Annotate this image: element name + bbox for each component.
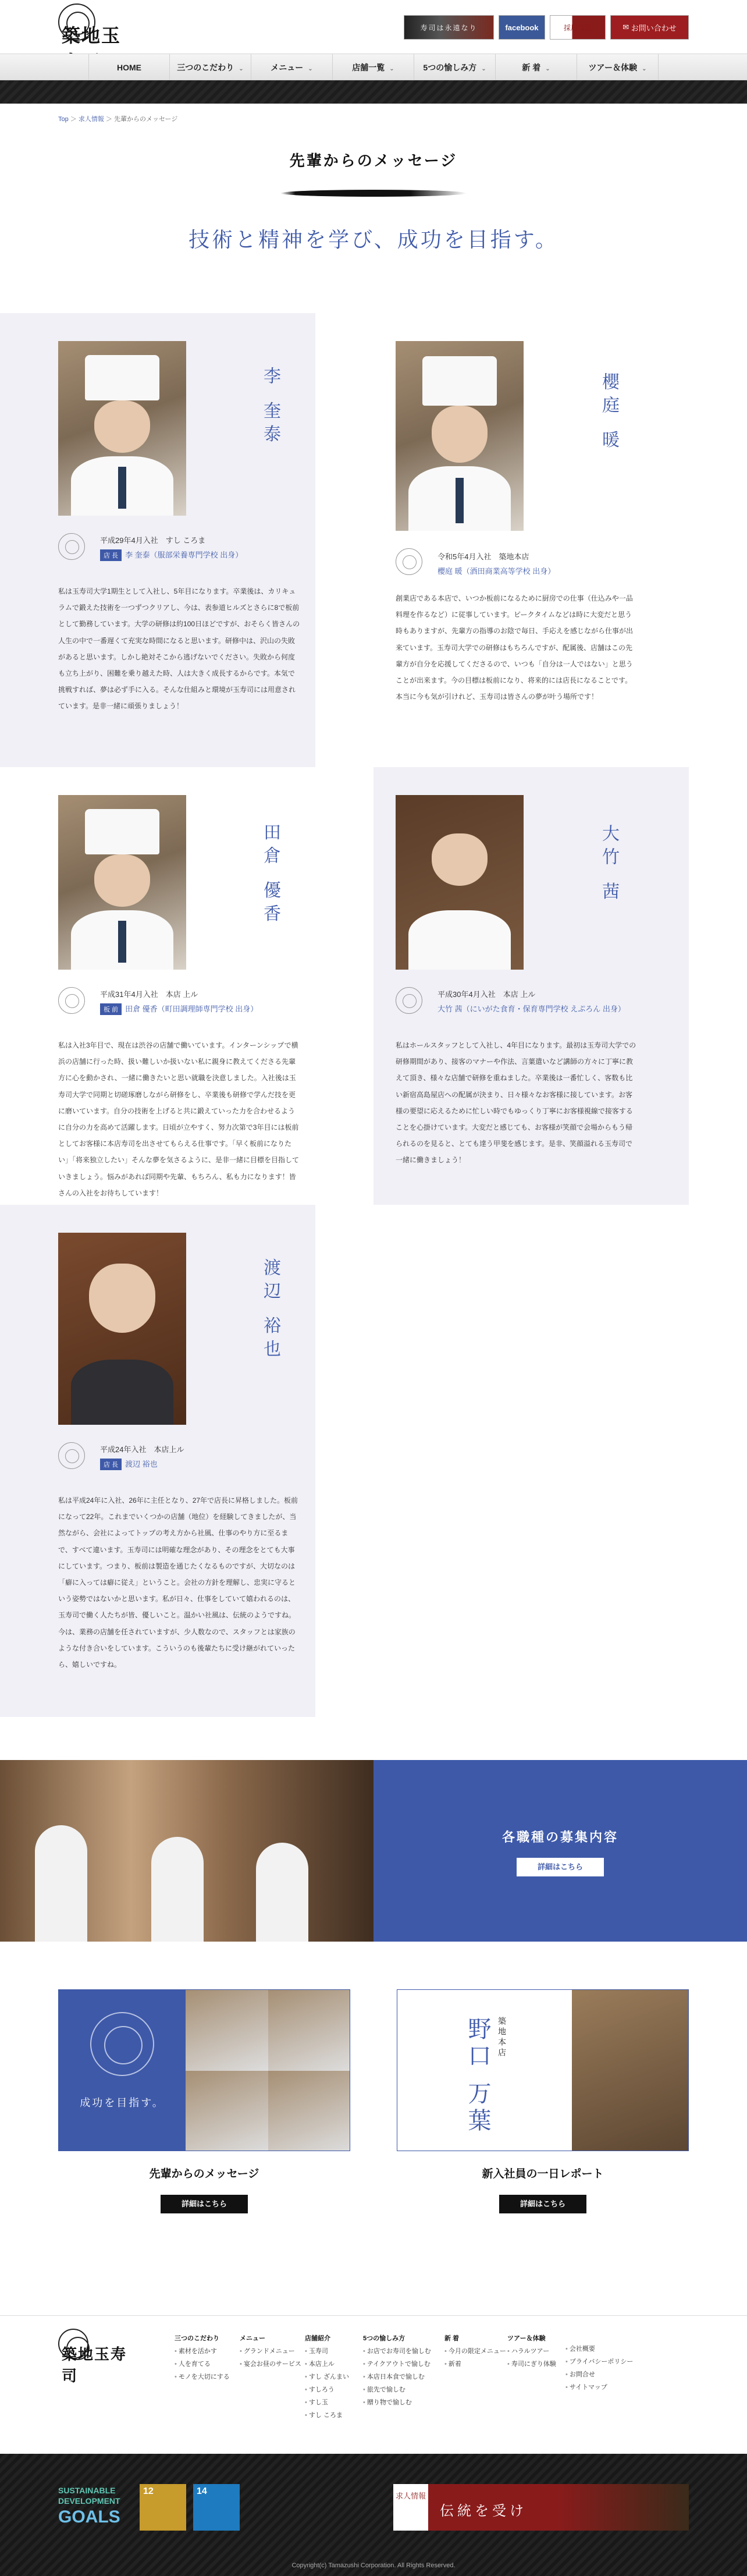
- nav-item-stores[interactable]: [333, 54, 414, 80]
- page-lead: 技術と精神を学び、成功を目指す。: [188, 228, 559, 252]
- sdg-title: SUSTAINABLE DEVELOPMENT: [58, 2486, 120, 2506]
- sdg-12-icon: [140, 2484, 186, 2531]
- chevron-down-icon: ⌄: [545, 66, 550, 72]
- emblem-icon: [90, 2012, 154, 2076]
- emblem-icon: [396, 987, 422, 1014]
- footer-col-head[interactable]: 三つのこだわり: [175, 2335, 219, 2342]
- nav-item-news[interactable]: [496, 54, 577, 80]
- nav-label: 三つのこだわり: [177, 63, 234, 72]
- footer-link[interactable]: • 人を育てる: [175, 2358, 230, 2371]
- footer-link[interactable]: • 本店上ル: [305, 2358, 349, 2371]
- footer-link[interactable]: • 旅先で愉しむ: [363, 2383, 431, 2396]
- footer-link[interactable]: • グランドメニュー: [240, 2345, 301, 2358]
- footer-link[interactable]: • 会社概要: [565, 2343, 633, 2355]
- brush-stroke-divider: [280, 190, 467, 197]
- join-info: 平成24年入社 本店上ル: [100, 1445, 184, 1454]
- sdg-number: 12: [143, 2486, 154, 2496]
- footer-link[interactable]: • お店でお寿司を愉しむ: [363, 2345, 431, 2358]
- recruit-detail-button[interactable]: 詳細はこちら: [517, 1858, 604, 1876]
- link-card-subtitle: 築地本店: [497, 2017, 507, 2059]
- staff-photo: [58, 795, 186, 970]
- footer-link[interactable]: • テイクアウトで愉しむ: [363, 2358, 431, 2371]
- contact-label: お問い合わせ: [631, 23, 677, 33]
- logo-text: 築地玉: [62, 24, 122, 47]
- footer-col: [444, 2332, 506, 2371]
- staff-photo: [58, 1233, 186, 1425]
- join-info: 平成31年4月入社 本店 上ル: [100, 990, 198, 999]
- banner-text: 伝統を受け: [440, 2503, 527, 2519]
- chevron-down-icon: ⌄: [308, 66, 313, 72]
- message-body: 私は玉寿司大学1期生として入社し、5年目になります。卒業後は、カリキュラムで鍛えた技術を一つずつクリアし、今は、表参道ヒルズとさらに8で板前として勤務しています。大学の研修は約100日ほどですが、おそらく皆さんの人生の中で一番遅くて充実な時間になると思います。研修中は、沢山の失敗があると思います。しかし絶対そこから逃げないでください。失敗から何度も立ち上がり、困難を乗り越えた時、人は大きく成長するからです。本気で挑戦すれば、夢は必ず手に入る。そんな仕組みと環境が玉寿司には用意されています。是非一緒に頑張りましょう！: [58, 587, 300, 711]
- wave-pattern-divider: [0, 80, 747, 104]
- footer-link[interactable]: • 宴会お昼のサービス: [240, 2358, 301, 2371]
- emblem-icon: [58, 1442, 85, 1469]
- emblem-icon: [58, 533, 85, 560]
- footer-link[interactable]: • すしろう: [305, 2383, 349, 2396]
- join-info: 平成29年4月入社 すし ころま: [100, 536, 206, 545]
- staff-photo: [396, 341, 524, 531]
- footer-link[interactable]: • お問合せ: [565, 2368, 633, 2381]
- sdg-number: 14: [197, 2486, 207, 2496]
- footer-link[interactable]: • 贈り物で愉しむ: [363, 2396, 431, 2409]
- footer-col: [240, 2332, 301, 2371]
- role-badge: 店 長: [100, 1459, 122, 1470]
- message-card: [374, 767, 689, 1205]
- staff-name-vertical: 李 奎泰: [260, 367, 280, 448]
- breadcrumb: Top ＞ 求人情報 ＞ 先輩からのメッセージ: [58, 116, 178, 123]
- nav-item-tour[interactable]: [577, 54, 659, 80]
- footer-bottom: [0, 2454, 747, 2576]
- nav-item-menu[interactable]: [251, 54, 333, 80]
- staff-name: 田倉 優香（町田調理師専門学校 出身）: [125, 1005, 258, 1013]
- staff-photo: [396, 795, 524, 970]
- staff-meta: [100, 534, 298, 561]
- link-card-title: 先輩からのメッセージ: [149, 2168, 259, 2180]
- message-card: [0, 1205, 315, 1717]
- staff-name: 大竹 茜（にいがた食育・保育専門学校 えぷろん 出身）: [437, 1005, 625, 1013]
- staff-name-vertical: 櫻庭 暖: [599, 372, 619, 454]
- nav-item-home[interactable]: [88, 54, 170, 80]
- nav-label: ツアー＆体験: [588, 63, 638, 72]
- footer-col-head[interactable]: 5つの愉しみ方: [363, 2335, 405, 2342]
- staff-name-vertical: 大竹 茜: [599, 824, 619, 906]
- breadcrumb-home[interactable]: Top: [58, 116, 69, 123]
- link-card-caption: 成功を目指す。: [80, 2097, 165, 2109]
- nav-label: 店舗一覧: [352, 63, 385, 72]
- join-info: 平成30年4月入社 本店 上ル: [437, 990, 536, 999]
- footer-link[interactable]: • 寿司にぎり体験: [507, 2358, 556, 2371]
- recruit-title: 各職種の募集内容: [501, 1830, 618, 1844]
- message-card: [0, 767, 315, 1205]
- link-card-image: [58, 1989, 350, 2151]
- staff-photo: [58, 341, 186, 516]
- nav-label: 新 着: [522, 63, 541, 72]
- link-card-image: [397, 1989, 689, 2151]
- footer-link[interactable]: • すし ざんまい: [305, 2371, 349, 2383]
- footer-link[interactable]: • ハラルツアー: [507, 2345, 556, 2358]
- chevron-down-icon: ⌄: [389, 66, 394, 72]
- banner-sushi[interactable]: 寿司は永遠なり: [404, 15, 494, 40]
- staff-meta: [100, 988, 310, 1015]
- facebook-link[interactable]: facebook: [499, 15, 545, 40]
- header: [0, 0, 747, 54]
- staff-name-vertical: 田倉 優香: [260, 823, 280, 928]
- footer-col-head[interactable]: ツアー＆体験: [507, 2335, 546, 2342]
- message-body: 私は平成24年に入社、26年に主任となり、27年で店長に昇格しました。板前になって22年。これまでいくつかの店舗（地位）を経験してきましたが、当然ながら、会社によってトップの考え方から社風、仕事のやり方に至るまで、すべて違います。玉寿司には明確な理念があり、その理念をとても大事にしています。つまり、板前は製造を通じたくなるものですが、大切なのは「癖に入っては癖に従え」ということ。会社の方針を理解し、忠実に守るという姿勢ではないかと思います。私が日々、仕事をしていて嬉われるのは、玉寿司で働く人たちが皆、優しいこと。温かい社風は、伝統のようですね。今は、業務の店舗を任されていますが、少人数なので、スタッフとは家族のような付き合いをしています。こういうのも後輩たちに受け継がれていったら、嬉しいですね。: [58, 1496, 298, 1669]
- emblem-icon: [396, 548, 422, 575]
- link-card-button[interactable]: 詳細はこちら: [499, 2195, 586, 2213]
- footer-recruit-banner[interactable]: [393, 2484, 689, 2531]
- staff-meta: [100, 1443, 298, 1470]
- staff-name: 渡辺 裕也: [125, 1460, 158, 1468]
- footer-link[interactable]: • 新着: [444, 2358, 506, 2371]
- footer-logo[interactable]: [58, 2329, 140, 2385]
- footer-link[interactable]: • 素材を活かす: [175, 2345, 230, 2358]
- footer-col: [175, 2332, 230, 2383]
- recruit-photo: [0, 1760, 374, 1942]
- chevron-down-icon: ⌄: [239, 66, 244, 72]
- link-card-report[interactable]: [397, 1989, 689, 2213]
- recruit-section: [0, 1760, 747, 1942]
- link-card-button[interactable]: 詳細はこちら: [161, 2195, 248, 2213]
- join-info: 令和5年4月入社 築地本店: [437, 552, 529, 561]
- nav-label: メニュー: [271, 63, 304, 72]
- footer-col: [363, 2332, 431, 2409]
- page-title: 先輩からのメッセージ: [289, 152, 458, 169]
- emblem-icon: [58, 987, 85, 1014]
- header-links: [404, 15, 689, 40]
- main-nav: [0, 54, 747, 80]
- chevron-down-icon: ⌄: [642, 66, 647, 72]
- message-card: [0, 313, 315, 767]
- footer-link[interactable]: • すし ころま: [305, 2409, 349, 2422]
- footer-col: [305, 2332, 349, 2422]
- staff-name: 李 奎泰（服部栄養専門学校 出身）: [125, 551, 243, 559]
- nav-item-kodawari[interactable]: [170, 54, 251, 80]
- recruit-panel: [374, 1760, 747, 1942]
- site-logo[interactable]: [58, 3, 137, 48]
- link-card-messages[interactable]: [58, 1989, 350, 2213]
- copyright: Copyright(c) Tamazushi Corporation. All Rights Reserved.: [291, 2562, 456, 2569]
- chevron-down-icon: ⌄: [481, 66, 486, 72]
- message-body: 私はホールスタッフとして入社し、4年目になります。最初は玉寿司大学での研修期間があり、接客のマナーや作法、言葉遣いなど講師の方々に丁寧に教えて頂き、様々な店舗で研修を重ねました。卒業後は一番忙しく、客数も比い新宿高島屋店への配属が決まり、日々様々なお客様に接しています。お客様の要望に応えるために忙しい時でもゆっくり丁寧にお客様視線で接客することを心掛けています。大変だと感じても、お客様が笑顔で会場からもう帰られるのを見ると、とても達う甲斐を感じます。是非、笑顔溢れる玉寿司で一緒に働きましょう！: [396, 1041, 636, 1165]
- message-body: 創業店である本店で、いつか板前になるために厨房での仕事（仕込みや一品料理を作るなど）に従事しています。ピークタイムなどは時に大変だと思う時もありますが、先輩方の指導のお陰で毎日、手応えを感じながら仕事が出来ています。玉寿司大学での研修はもちろんですが、配属後、店舗はこの先輩方が自分を応援してくださるので、いつも「自分は一人ではない」と思うことが出来ます。今の目標は板前になり、将来的には店長になることです。本当に今も気が引けれど、玉寿司は皆さんの夢が叶う場所です！: [396, 594, 634, 701]
- footer: [0, 2315, 747, 2454]
- footer-col: [507, 2332, 556, 2371]
- footer-link[interactable]: • サイトマップ: [565, 2381, 633, 2394]
- role-badge: 板 前: [100, 1003, 122, 1015]
- role-badge: 店 長: [100, 549, 122, 561]
- staff-meta: [437, 551, 659, 576]
- logo-text: 築地玉寿司: [62, 2346, 127, 2385]
- staff-name-vertical: 渡辺 裕也: [260, 1258, 280, 1363]
- staff-name: 櫻庭 暖（酒田商業高等学校 出身）: [437, 567, 556, 576]
- link-card-title: 新入社員の一日レポート: [482, 2168, 604, 2180]
- footer-link[interactable]: • モノを大切にする: [175, 2371, 230, 2383]
- footer-link[interactable]: • 今月の限定メニュー: [444, 2345, 506, 2358]
- staff-meta: [437, 988, 670, 1014]
- recruit-banner[interactable]: 採用情報: [550, 15, 606, 40]
- message-card: [374, 313, 689, 767]
- link-card-person-name: 野口 万葉: [464, 2017, 491, 2135]
- sdg-14-icon: [193, 2484, 240, 2531]
- banner-label: 求人情報: [393, 2484, 428, 2531]
- footer-col: [565, 2343, 633, 2394]
- sdg-logo[interactable]: [58, 2482, 291, 2531]
- footer-link[interactable]: • 本店日本食で愉しむ: [363, 2371, 431, 2383]
- mail-icon: ✉: [622, 23, 631, 31]
- footer-col-head[interactable]: 新 着: [444, 2335, 460, 2342]
- staff-photo: [572, 1990, 689, 2151]
- breadcrumb-parent[interactable]: 求人情報: [78, 116, 104, 123]
- footer-link[interactable]: • プライバシーポリシー: [565, 2355, 633, 2368]
- contact-button[interactable]: [610, 15, 689, 40]
- nav-label: 5つの愉しみ方: [423, 63, 477, 72]
- message-body: 私は入社3年目で、現在は渋谷の店舗で働いています。インターンシップで横浜の店舗に行った時、扱い難しいか扱いない私に親身に教えてくださる先輩方に心を動かされ、一緒に働きたいと思い就職を決意しました。入社後は玉寿司大学で同期と切磋琢磨しながら研修をし、卒業後も研修で学んだ技を更に磨いています。自分の技術を上げると共に鍛えていった力を合わせるように自分の力を高めて活躍します。日頃が立やすく、努力次第で3年目には板前としてお客様に本店寿司を出させてもらえる仕事です。「早く板前になりたい」「将来独立したい」そんな夢を気さるように、是非一緒に目標を目指していきましょう。悩みがあれば同期や先輩、もちろん、私も力になります！皆さんの入社をお待ちしています！: [58, 1041, 300, 1197]
- footer-link[interactable]: • すし玉: [305, 2396, 349, 2409]
- footer-col-head[interactable]: メニュー: [240, 2335, 265, 2342]
- sdg-goals: GOALS: [58, 2507, 120, 2527]
- nav-item-enjoy[interactable]: [414, 54, 496, 80]
- footer-link[interactable]: • 玉寿司: [305, 2345, 349, 2358]
- nav-label: HOME: [117, 63, 141, 72]
- breadcrumb-current: 先輩からのメッセージ: [114, 116, 178, 123]
- footer-col-head[interactable]: 店舗紹介: [305, 2335, 330, 2342]
